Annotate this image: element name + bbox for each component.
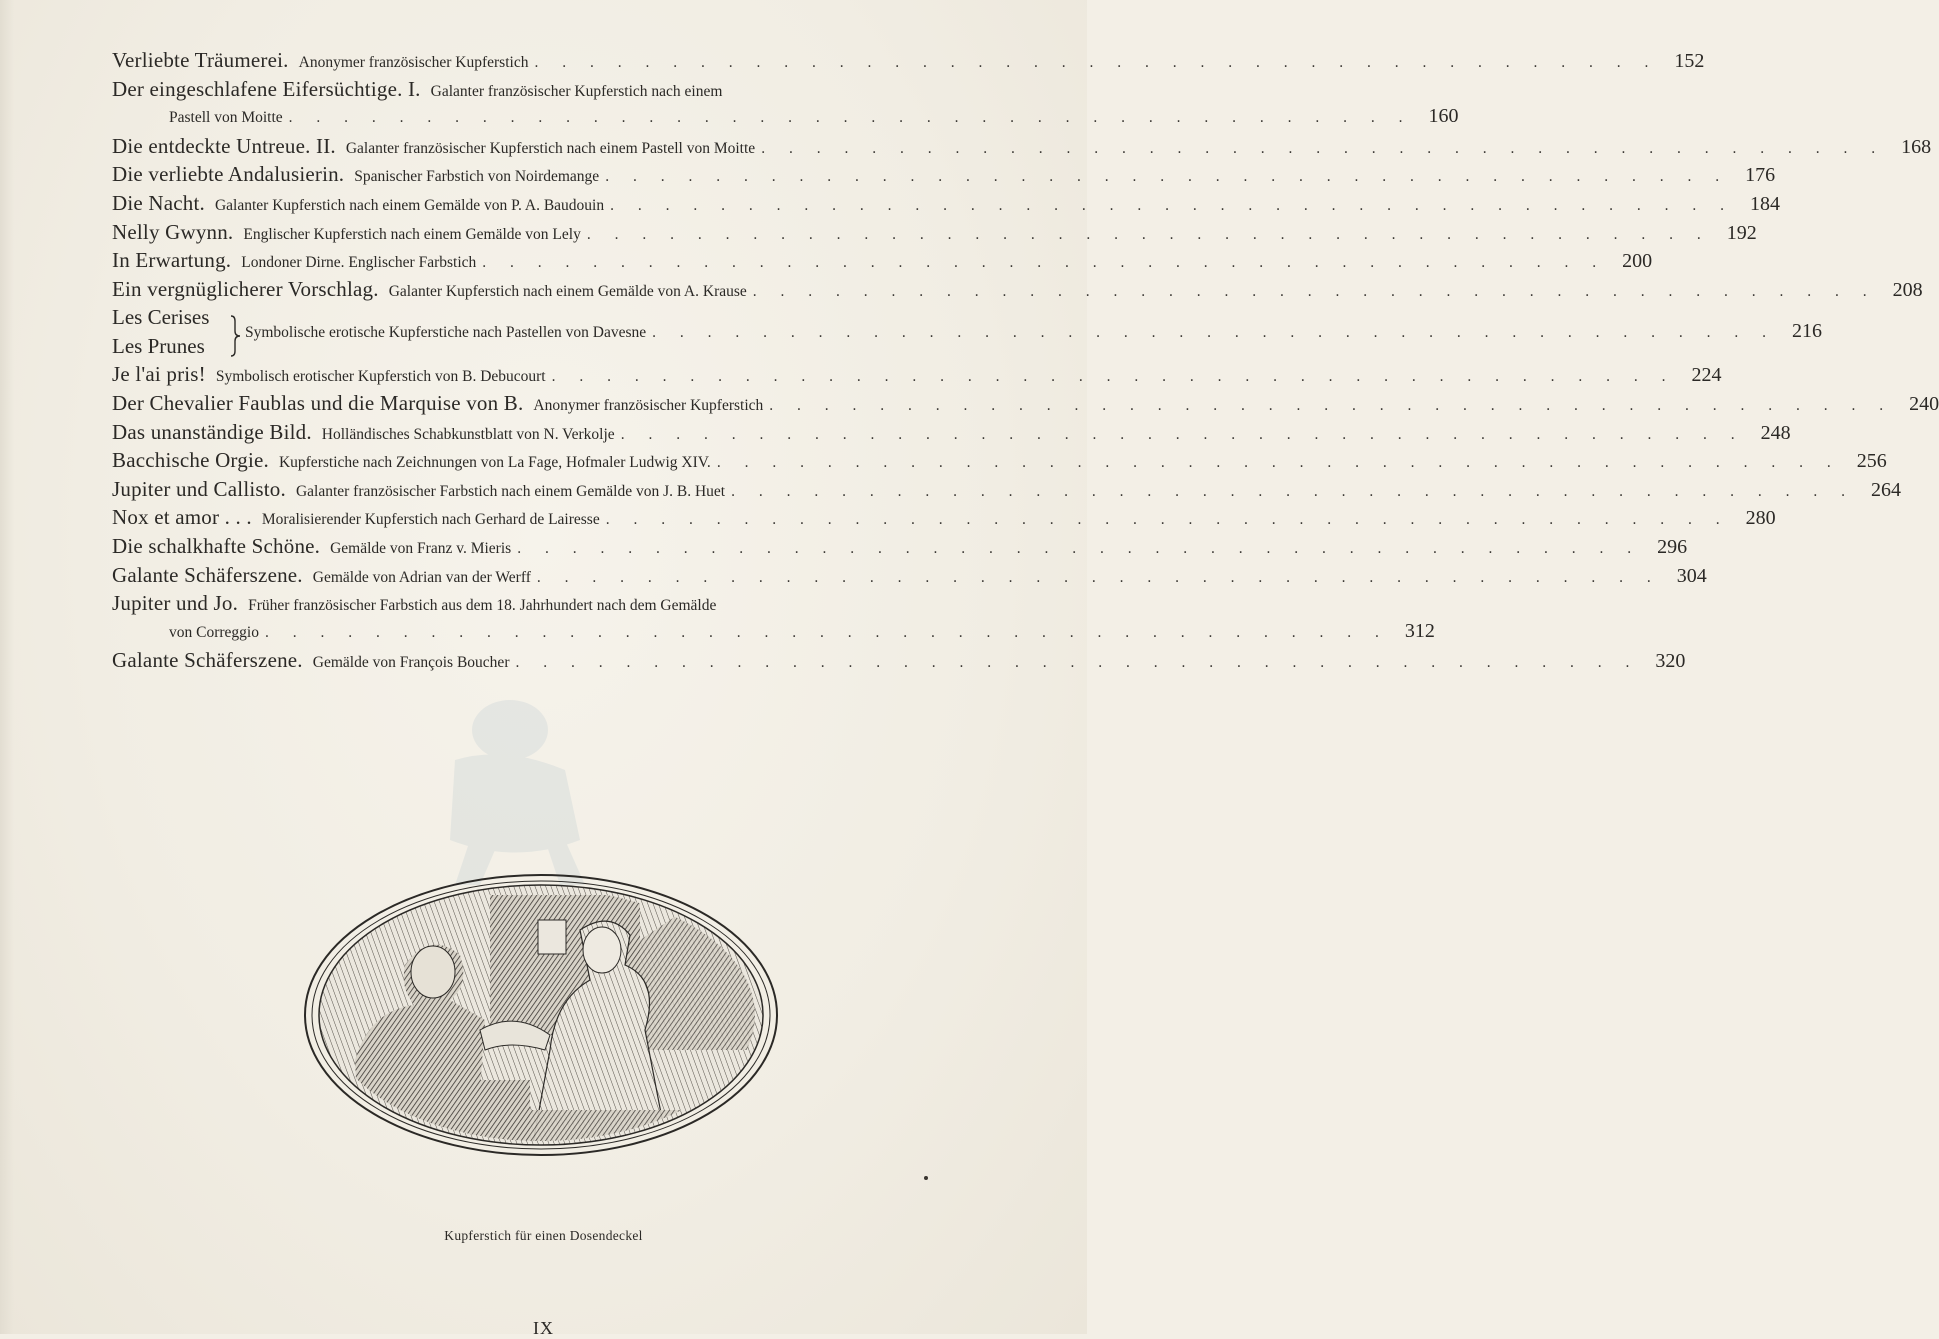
dot-leader: . . . . . . . . . . . . . . . . . . . . . . . . . . . . . . . . . . . . . . . . . (482, 254, 1607, 272)
toc-entry-title: Die entdeckte Untreue. II. (112, 133, 336, 158)
toc-entry (112, 390, 1939, 420)
dot-leader: . . . . . . . . . . . . . . . . . . . . . . . . . . . . . . . . . . . . . . . . . (752, 282, 1877, 300)
toc-entry-description: Holländisches Schabkunstblatt von N. Verkolje (321, 425, 615, 443)
toc-entry (112, 648, 1686, 677)
ink-speck (924, 1176, 928, 1180)
toc-entry (112, 219, 1757, 249)
dot-leader: . . . . . . . . . . . . . . . . . . . . . . . . . . . . . . . . . . . . . . . . . (551, 368, 1676, 386)
toc-entry-page: 280 (1745, 507, 1776, 530)
toc-entry-description: Anonymer französischer Kupferstich (298, 54, 529, 71)
toc-entry-title: Bacchische Orgie. (112, 448, 269, 473)
toc-entry-page: 216 (1792, 320, 1823, 343)
brace-icon (229, 315, 241, 357)
toc-entry-title: Der Chevalier Faublas und die Marquise von B. (112, 390, 524, 415)
toc-entry-title: Die Nacht. (112, 190, 205, 215)
toc-entry-title: Nox et amor . . . (112, 505, 252, 530)
toc-entry (112, 533, 1688, 563)
toc-entry-page: 184 (1749, 192, 1780, 215)
toc-entry-description: Englischer Kupferstich nach einem Gemälde von Lely (243, 225, 581, 243)
toc-entry-continuation: von Correggio (169, 623, 259, 641)
toc-entry (112, 505, 1776, 534)
dot-leader: . . . . . . . . . . . . . . . . . . . . . . . . . . . . . . . . . . . . . . . . . (769, 396, 1894, 414)
toc-entry-title: Der eingeschlafene Eifersüchtige. I. (112, 76, 421, 101)
toc-entry-page: 240 (1909, 392, 1939, 415)
toc-entry-title: In Erwartung. (112, 248, 232, 273)
toc-entry-description: Galanter französischer Farbstich nach einem Gemälde von J. B. Huet (295, 482, 726, 500)
toc-entry (112, 591, 1435, 648)
toc-entry-title: Les Prunes (112, 334, 205, 359)
toc-entry-title: Galante Schäferszene. (112, 648, 303, 673)
toc-entry-description: Symbolische erotische Kupferstiche nach Pastellen von Davesne (245, 324, 647, 342)
toc-entry-description: Gemälde von Franz v. Mieris (330, 539, 512, 557)
toc-entry-title: Die verliebte Andalusierin. (112, 162, 345, 187)
dot-leader: . . . . . . . . . . . . . . . . . . . . . . . . . . . . . . . . . . . . . . . . . (264, 623, 1389, 641)
toc-entry-description: Londoner Dirne. Englischer Farbstich (241, 254, 477, 272)
dot-leader: . . . . . . . . . . . . . . . . . . . . . . . . . . . . . . . . . . . . . . . . . (761, 139, 1886, 157)
table-of-illustrations (112, 48, 1939, 677)
toc-entry (112, 48, 1705, 77)
toc-entry-page: 152 (1674, 50, 1705, 72)
toc-entry (112, 419, 1791, 449)
toc-entry (112, 476, 1901, 506)
image-caption: Kupferstich für einen Dosendeckel (444, 1228, 643, 1243)
toc-entry-page: 192 (1726, 221, 1757, 244)
toc-entry-title: Ein vergnüglicherer Vorschlag. (112, 276, 379, 301)
dot-leader: . . . . . . . . . . . . . . . . . . . . . . . . . . . . . . . . . . . . . . . . . (731, 482, 1855, 500)
toc-entry-page: 200 (1622, 250, 1653, 273)
dot-leader: . . . . . . . . . . . . . . . . . . . . . . . . . . . . . . . . . . . . . . . . . (610, 196, 1734, 214)
dot-leader: . . . . . . . . . . . . . . . . . . . . . . . . . . . . . . . . . . . . . . . . . (620, 425, 1745, 443)
toc-entry-description: Galanter Kupferstich nach einem Gemälde von P. A. Baudouin (214, 196, 605, 214)
dot-leader: . . . . . . . . . . . . . . . . . . . . . . . . . . . . . . . . . . . . . . . . . (536, 568, 1661, 586)
toc-entry-page: 168 (1901, 135, 1932, 158)
toc-entry-title: Das unanständige Bild. (112, 419, 312, 444)
toc-entry-description: Kupferstiche nach Zeichnungen von La Fage, Hofmaler Ludwig XIV. (278, 454, 711, 472)
toc-entry (112, 248, 1653, 277)
toc-entry-grouped (112, 305, 1823, 362)
toc-entry-title: Les Cerises (112, 305, 210, 330)
bleed-through-illustration (395, 690, 635, 890)
toc-entry-page: 320 (1655, 650, 1686, 673)
dot-leader: . . . . . . . . . . . . . . . . . . . . . . . . . . . . . . . . . . . . . . . . . (288, 109, 1413, 127)
page-number: IX (533, 1318, 554, 1338)
toc-entry-description: Anonymer französischer Kupferstich (533, 396, 764, 414)
toc-entry-page: 160 (1428, 105, 1459, 128)
toc-entry-page: 296 (1657, 535, 1688, 558)
dot-leader: . . . . . . . . . . . . . . . . . . . . . . . . . . . . . . . . . . . . . . . . . (605, 168, 1730, 186)
dot-leader: . . . . . . . . . . . . . . . . . . . . . . . . . . . . . . . . . . . . . . . . . (586, 225, 1711, 243)
toc-entry-description: Galanter Kupferstich nach einem Gemälde von A. Krause (388, 282, 747, 300)
toc-entry-description: Spanischer Farbstich von Noirdemange (354, 168, 600, 186)
toc-entry-title: Die schalkhafte Schöne. (112, 533, 321, 558)
toc-entry-title: Nelly Gwynn. (112, 219, 234, 244)
dot-leader: . . . . . . . . . . . . . . . . . . . . . . . . . . . . . . . . . . . . . . . . . (534, 54, 1659, 71)
toc-entry-description: Moralisierender Kupferstich nach Gerhard de Lairesse (261, 511, 600, 529)
toc-entry-description: Symbolisch erotischer Kupferstich von B. Debucourt (215, 368, 546, 386)
toc-entry (112, 562, 1707, 592)
dot-leader: . . . . . . . . . . . . . . . . . . . . . . . . . . . . . . . . . . . . . . . . . (716, 454, 1841, 472)
toc-entry-page: 256 (1856, 450, 1887, 473)
dot-leader: . . . . . . . . . . . . . . . . . . . . . . . . . . . . . . . . . . . . . . . . . (515, 654, 1640, 672)
toc-entry-description: Galanter französischer Kupferstich nach einem (430, 82, 723, 100)
toc-entry-description: Gemälde von François Boucher (312, 654, 510, 672)
toc-entry-page: 176 (1745, 164, 1776, 187)
toc-entry-description: Gemälde von Adrian van der Werff (312, 568, 531, 586)
toc-entry-page: 208 (1892, 278, 1923, 301)
dot-leader: . . . . . . . . . . . . . . . . . . . . . . . . . . . . . . . . . . . . . . . . . (605, 511, 1730, 529)
toc-entry (112, 162, 1776, 191)
toc-entry-title: Jupiter und Jo. (112, 591, 239, 616)
toc-entry-title: Jupiter und Callisto. (112, 476, 286, 501)
toc-entry-continuation: Pastell von Moitte (169, 109, 283, 127)
toc-entry (112, 133, 1932, 163)
toc-entry (112, 362, 1722, 391)
oval-engraving-vignette (300, 870, 782, 1160)
toc-entry-description: Früher französischer Farbstich aus dem 18. Jahrhundert nach dem Gemälde (248, 597, 717, 615)
toc-entry-page: 224 (1691, 364, 1722, 387)
page-fold-shadow (0, 0, 14, 1334)
toc-entry (112, 190, 1780, 220)
toc-entry (112, 276, 1923, 306)
toc-entry-title: Je l'ai pris! (112, 362, 206, 387)
toc-entry-page: 312 (1404, 619, 1435, 642)
toc-entry-description: Galanter französischer Kupferstich nach einem Pastell von Moitte (345, 139, 756, 157)
toc-entry-title: Galante Schäferszene. (112, 562, 303, 587)
toc-entry (112, 448, 1887, 477)
toc-entry-page: 304 (1676, 564, 1707, 587)
toc-entry-title: Verliebte Träumerei. (112, 48, 289, 72)
toc-entry-page: 248 (1760, 421, 1791, 444)
dot-leader: . . . . . . . . . . . . . . . . . . . . . . . . . . . . . . . . . . . . . . . . . (517, 539, 1642, 557)
toc-entry-page: 264 (1870, 478, 1901, 501)
dot-leader: . . . . . . . . . . . . . . . . . . . . . . . . . . . . . . . . . . . . . . . . . (652, 324, 1777, 342)
toc-entry (112, 76, 1459, 134)
